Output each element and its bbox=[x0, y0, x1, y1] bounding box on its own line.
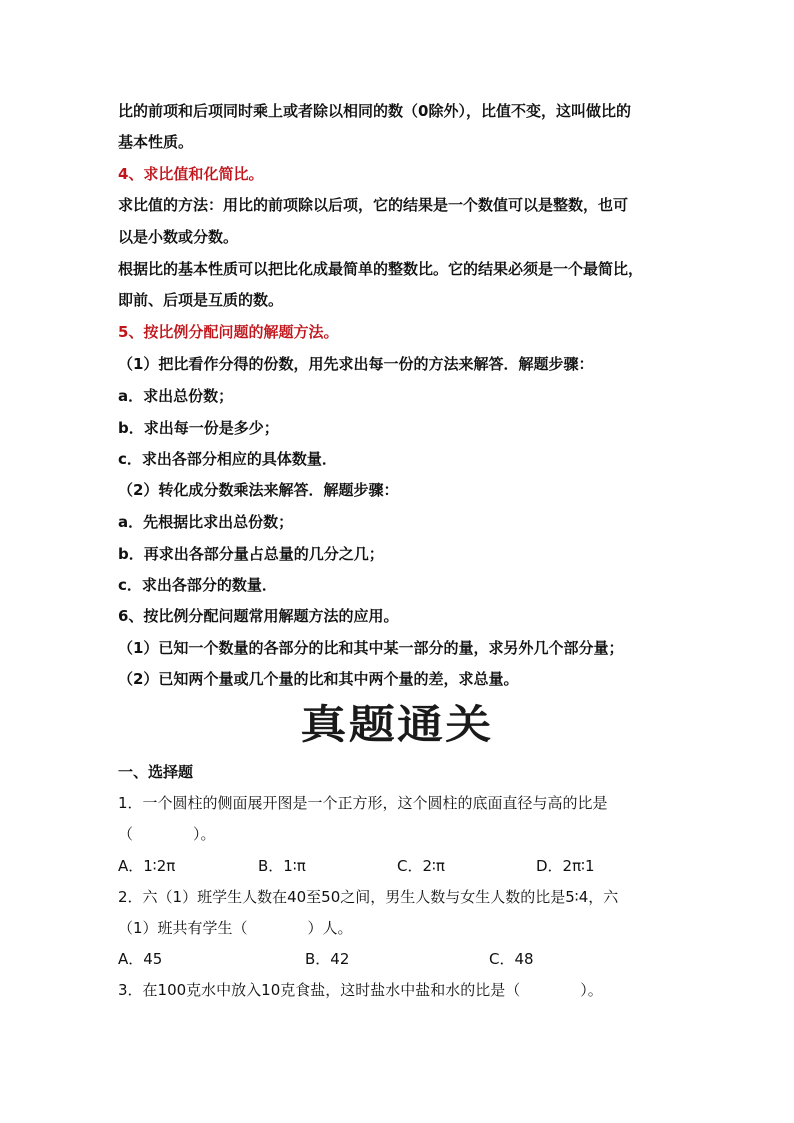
paragraph-line: 基本性质。 bbox=[118, 133, 194, 151]
step-item: b．再求出各部分量占总量的几分之几； bbox=[118, 545, 384, 563]
question-2-blank: （1）班共有学生（ ）人。 bbox=[118, 919, 353, 937]
question-1-text: 1．一个圆柱的侧面展开图是一个正方形，这个圆柱的底面直径与高的比是 bbox=[118, 794, 608, 812]
paragraph-line: 比的前项和后项同时乘上或者除以相同的数（0除外），比值不变，这叫做比的 bbox=[118, 102, 631, 120]
question-1-blank: （ ）。 bbox=[118, 825, 216, 843]
question-2-text: 2．六（1）班学生人数在40至50之间，男生人数与女生人数的比是5∶4，六 bbox=[118, 888, 619, 906]
option-a[interactable]: A．1∶2π bbox=[118, 857, 176, 875]
option-b[interactable]: B．42 bbox=[305, 950, 350, 968]
method-item: （1）把比看作分得的份数，用先求出每一份的方法来解答．解题步骤： bbox=[118, 355, 594, 373]
option-c[interactable]: C．2∶π bbox=[397, 857, 445, 875]
option-b[interactable]: B．1∶π bbox=[258, 857, 306, 875]
question-3-text: 3．在100克水中放入10克食盐，这时盐水中盐和水的比是（ ）。 bbox=[118, 981, 603, 999]
step-item: c．求出各部分的数量． bbox=[118, 576, 277, 594]
step-item: a．求出总份数； bbox=[118, 387, 234, 405]
section-title: 一、选择题 bbox=[118, 763, 194, 781]
application-item: （2）已知两个量或几个量的比和其中两个量的差，求总量。 bbox=[118, 670, 519, 688]
option-c[interactable]: C．48 bbox=[489, 950, 534, 968]
section-heading-5: 5、按比例分配问题的解题方法。 bbox=[118, 323, 339, 341]
paragraph-line: 以是小数或分数。 bbox=[118, 228, 239, 246]
application-item: （1）已知一个数量的各部分的比和其中某一部分的量，求另外几个部分量； bbox=[118, 639, 624, 657]
paragraph-line: 即前、后项是互质的数。 bbox=[118, 291, 284, 309]
banner-title: 真题通关 bbox=[300, 702, 494, 748]
method-item: （2）转化成分数乘法来解答．解题步骤： bbox=[118, 481, 399, 499]
step-item: b．求出每一份是多少； bbox=[118, 419, 279, 437]
section-heading-4: 4、求比值和化简比。 bbox=[118, 165, 264, 183]
paragraph-line: 求比值的方法：用比的前项除以后项，它的结果是一个数值可以是整数，也可 bbox=[118, 196, 629, 214]
step-item: c．求出各部分相应的具体数量． bbox=[118, 450, 337, 468]
paragraph-line: 根据比的基本性质可以把比化成最简单的整数比。它的结果必须是一个最简比， bbox=[118, 260, 644, 278]
step-item: a．先根据比求出总份数； bbox=[118, 513, 294, 531]
section-heading-6: 6、按比例分配问题常用解题方法的应用。 bbox=[118, 607, 399, 625]
option-d[interactable]: D．2π∶1 bbox=[536, 857, 595, 875]
option-a[interactable]: A．45 bbox=[118, 950, 163, 968]
